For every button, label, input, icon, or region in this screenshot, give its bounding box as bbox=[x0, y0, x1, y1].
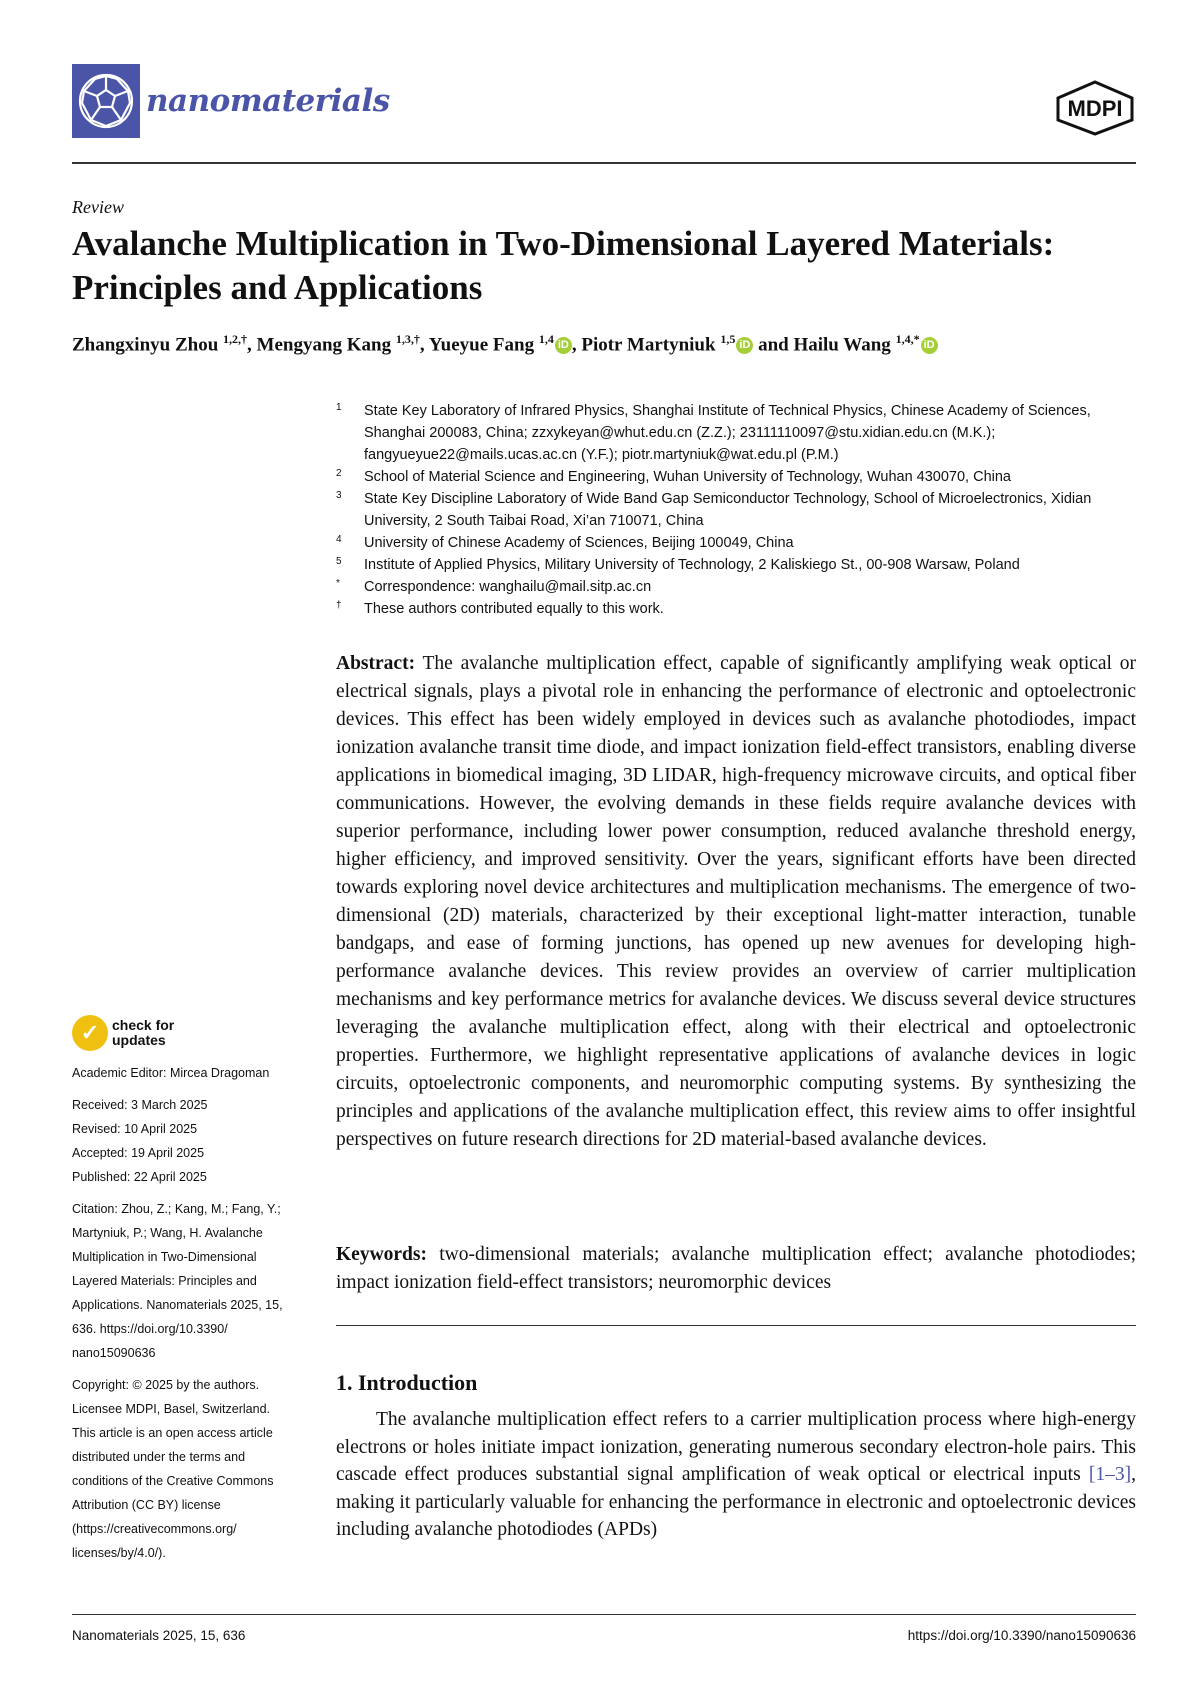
affiliation-text: State Key Laboratory of Infrared Physics, Shanghai Institute of Technical Physics, Chinese Academy of Sciences, Shanghai 200083, China; zzxykeyan@whut.edu.cn (Z.Z.); 23111110097@stu.xidian.edu.cn (M.K.); fangyueyue22@mails.ucas.ac.cn (Y.F.); piotr.martyniuk@wat.edu.pl (P.M.) bbox=[364, 403, 1091, 463]
journal-logo[interactable] bbox=[72, 64, 390, 138]
copyright-line: conditions of the Creative Commons bbox=[72, 1474, 274, 1488]
intro-text-after: , making it particularly valuable for enhancing the performance in electronic and optoelectronic devices including avalanche photodiodes (APDs) bbox=[336, 1464, 1136, 1540]
citation-link[interactable]: [1–3] bbox=[1088, 1464, 1132, 1485]
footer-rule bbox=[72, 1614, 1136, 1615]
mdpi-logo-text: MDPI bbox=[1067, 96, 1123, 121]
orcid-icon[interactable]: iD bbox=[736, 337, 753, 354]
received-date: Received: 3 March 2025 bbox=[72, 1098, 208, 1112]
publication-dates bbox=[72, 1093, 307, 1189]
header-rule bbox=[72, 162, 1136, 164]
intro-text-before: The avalanche multiplication effect refers to a carrier multiplication process where high-energy electrons or holes initiate impact ionization, generating numerous secondary electron-hole pairs. This cascade effect produces substantial signal amplification of weak optical or electrical inputs bbox=[336, 1409, 1136, 1485]
author-separator: , bbox=[419, 334, 429, 356]
abstract bbox=[336, 650, 1136, 1154]
orcid-icon[interactable]: iD bbox=[555, 337, 572, 354]
citation-line: Citation: Zhou, Z.; Kang, M.; Fang, Y.; bbox=[72, 1202, 281, 1216]
mdpi-logo[interactable] bbox=[1054, 80, 1136, 141]
published-date: Published: 22 April 2025 bbox=[72, 1170, 207, 1184]
keywords bbox=[336, 1241, 1136, 1297]
citation-line: Layered Materials: Principles and bbox=[72, 1274, 257, 1288]
section-divider bbox=[336, 1325, 1136, 1326]
check-for-updates-badge[interactable] bbox=[72, 1015, 307, 1051]
checkmark-icon: ✓ bbox=[72, 1015, 108, 1051]
affiliation-item bbox=[336, 532, 1136, 554]
article-title: Avalanche Multiplication in Two-Dimensional Layered Materials: Principles and Applications bbox=[72, 224, 1055, 307]
citation-line: Martyniuk, P.; Wang, H. Avalanche bbox=[72, 1226, 263, 1240]
introduction-paragraph bbox=[336, 1406, 1136, 1544]
affiliation-mark: † bbox=[336, 600, 342, 611]
footer-journal-citation: Nanomaterials 2025, 15, 636 bbox=[72, 1628, 246, 1643]
author-affiliation-marks: 1,4,* bbox=[895, 332, 920, 346]
affiliation-text: School of Material Science and Engineering, Wuhan University of Technology, Wuhan 430070, China bbox=[364, 469, 1011, 485]
author-name[interactable]: Zhangxinyu Zhou bbox=[72, 334, 219, 356]
author-list bbox=[72, 332, 938, 356]
affiliation-text: University of Chinese Academy of Sciences, Beijing 100049, China bbox=[364, 535, 794, 551]
journal-name: nanomaterials bbox=[146, 83, 390, 119]
check-updates-line: updates bbox=[112, 1032, 166, 1048]
check-updates-line: check for bbox=[112, 1017, 175, 1033]
correspondence-item bbox=[336, 576, 1136, 598]
author-name[interactable]: Mengyang Kang bbox=[256, 334, 392, 356]
affiliation-mark: 1 bbox=[336, 402, 342, 413]
author-affiliation-marks: 1,2,† bbox=[223, 332, 248, 346]
affiliation-mark: 2 bbox=[336, 468, 342, 479]
citation-block bbox=[72, 1197, 307, 1365]
affiliation-text: State Key Discipline Laboratory of Wide Band Gap Semiconductor Technology, School of Microelectronics, Xidian University, 2 South Taibai Road, Xi’an 710071, China bbox=[364, 491, 1092, 529]
affiliations-list bbox=[336, 400, 1136, 620]
abstract-label: Abstract: bbox=[336, 653, 416, 674]
keywords-label: Keywords: bbox=[336, 1244, 427, 1265]
copyright-line: distributed under the terms and bbox=[72, 1450, 246, 1464]
accepted-date: Accepted: 19 April 2025 bbox=[72, 1146, 205, 1160]
affiliation-item bbox=[336, 466, 1136, 488]
citation-doi-link[interactable]: 636. https://doi.org/10.3390/ bbox=[72, 1322, 228, 1336]
author-affiliation-marks: 1,3,† bbox=[395, 332, 420, 346]
academic-editor: Academic Editor: Mircea Dragoman bbox=[72, 1066, 270, 1080]
affiliation-text: Institute of Applied Physics, Military University of Technology, 2 Kaliskiego St., 00-908 Warsaw, Poland bbox=[364, 557, 1020, 573]
affiliation-mark: * bbox=[336, 578, 340, 589]
sidebar bbox=[72, 1015, 307, 1573]
affiliation-item bbox=[336, 488, 1136, 532]
affiliation-item bbox=[336, 554, 1136, 576]
author-separator: and bbox=[753, 334, 794, 356]
correspondence-text[interactable]: Correspondence: wanghailu@mail.sitp.ac.cn bbox=[364, 579, 652, 595]
orcid-icon[interactable]: iD bbox=[921, 337, 938, 354]
affiliation-mark: 4 bbox=[336, 534, 342, 545]
section-heading: 1. Introduction bbox=[336, 1370, 478, 1395]
equal-contribution-note bbox=[336, 598, 1136, 620]
copyright-line: Copyright: © 2025 by the authors. bbox=[72, 1378, 260, 1392]
author-name[interactable]: Yueyue Fang bbox=[428, 334, 535, 356]
author-name[interactable]: Hailu Wang bbox=[793, 334, 891, 356]
citation-line: Applications. Nanomaterials 2025, 15, bbox=[72, 1298, 283, 1312]
keywords-text: two-dimensional materials; avalanche multiplication effect; avalanche photodiodes; impact ionization field-effect transistors; neuromorphic devices bbox=[336, 1244, 1137, 1293]
citation-doi-link[interactable]: nano15090636 bbox=[72, 1346, 156, 1360]
citation-line: Multiplication in Two-Dimensional bbox=[72, 1250, 257, 1264]
equal-contribution-text: These authors contributed equally to this work. bbox=[364, 601, 664, 617]
author-separator: , bbox=[247, 334, 257, 356]
journal-header bbox=[72, 60, 1136, 140]
author-affiliation-marks: 1,4 bbox=[538, 332, 554, 346]
author-affiliation-marks: 1,5 bbox=[720, 332, 736, 346]
revised-date: Revised: 10 April 2025 bbox=[72, 1122, 198, 1136]
affiliation-mark: 5 bbox=[336, 556, 342, 567]
article-type: Review bbox=[72, 197, 124, 217]
license-link[interactable]: licenses/by/4.0/). bbox=[72, 1546, 166, 1560]
copyright-line: Licensee MDPI, Basel, Switzerland. bbox=[72, 1402, 271, 1416]
license-link[interactable]: (https://creativecommons.org/ bbox=[72, 1522, 237, 1536]
copyright-line: This article is an open access article bbox=[72, 1426, 273, 1440]
author-name[interactable]: Piotr Martyniuk bbox=[581, 334, 716, 356]
nanomaterials-emblem-icon bbox=[72, 64, 140, 138]
footer-doi-link[interactable]: https://doi.org/10.3390/nano15090636 bbox=[907, 1628, 1136, 1643]
affiliation-mark: 3 bbox=[336, 490, 342, 501]
abstract-text: The avalanche multiplication effect, capable of significantly amplifying weak optical or electrical signals, plays a pivotal role in enhancing the performance of electronic and optoelectronic devices. This effect has been widely employed in devices such as avalanche photodiodes, impact ionization avalanche transit time diode, and impact ionization field-effect transistors, enabling diverse applications in biomedical imaging, 3D LIDAR, high-frequency microwave circuits, and optical fiber communications. However, the evolving demands in these fields require avalanche devices with superior performance, including lower power consumption, reduced avalanche threshold energy, higher efficiency, and improved sensitivity. Over the years, significant efforts have been directed towards exploring novel device architectures and multiplication mechanisms. The emergence of two-dimensional (2D) materials, characterized by their exceptional light-matter interaction, tunable bandgaps, and ease of forming junctions, has opened up new avenues for developing high-performance avalanche devices. This review provides an overview of carrier multiplication mechanisms and key performance metrics for avalanche devices. We discuss several device structures leveraging the avalanche multiplication effect, along with their electrical and optoelectronic properties. Furthermore, we highlight representative applications of avalanche devices in logic circuits, optoelectronic components, and neuromorphic computing systems. By synthesizing the principles and applications of the avalanche multiplication effect, this review aims to offer insightful perspectives on future research directions for 2D material-based avalanche devices. bbox=[336, 653, 1136, 1150]
copyright-block bbox=[72, 1373, 307, 1565]
author-separator: , bbox=[571, 334, 582, 356]
affiliation-item bbox=[336, 400, 1136, 466]
copyright-line: Attribution (CC BY) license bbox=[72, 1498, 221, 1512]
